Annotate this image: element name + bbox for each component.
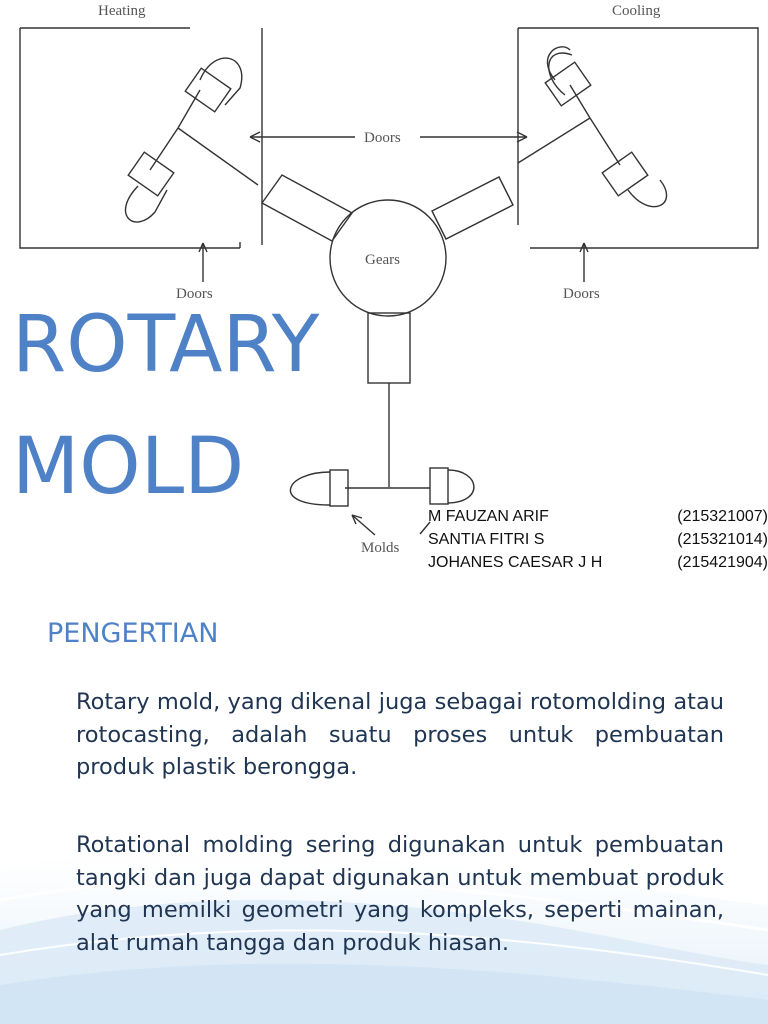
author-name: M FAUZAN ARIF xyxy=(428,508,549,525)
author-row xyxy=(428,528,768,551)
cooling-label: Cooling xyxy=(612,3,661,19)
author-id: (215421904) xyxy=(677,554,768,571)
title-line-2: MOLD xyxy=(12,422,245,512)
molds-label: Molds xyxy=(361,540,400,556)
authors-list xyxy=(428,505,768,574)
paragraph-usage: Rotational molding sering digunakan untuk pembuatan tangki dan juga dapat digunakan untuk membuat produk yang memilki geometri yang kompleks, seperti mainan, alat rumah tangga dan produk hiasan. xyxy=(76,832,724,956)
author-id: (215321014) xyxy=(677,531,768,548)
gears-label: Gears xyxy=(365,252,400,268)
author-id: (215321007) xyxy=(677,508,768,525)
author-name: JOHANES CAESAR J H xyxy=(428,554,603,571)
author-row xyxy=(428,551,768,574)
author-row xyxy=(428,505,768,528)
doors-left-label: Doors xyxy=(176,286,213,302)
heating-label: Heating xyxy=(98,3,146,19)
title-line-1: ROTARY xyxy=(12,300,320,390)
paragraph-definition: Rotary mold, yang dikenal juga sebagai rotomolding atau rotocasting, adalah suatu proses untuk pembuatan produk plastik berongga. xyxy=(76,689,724,780)
doors-top-label: Doors xyxy=(364,130,401,146)
section-heading: PENGERTIAN xyxy=(47,618,219,649)
author-name: SANTIA FITRI S xyxy=(428,531,545,548)
doors-right-label: Doors xyxy=(563,286,600,302)
